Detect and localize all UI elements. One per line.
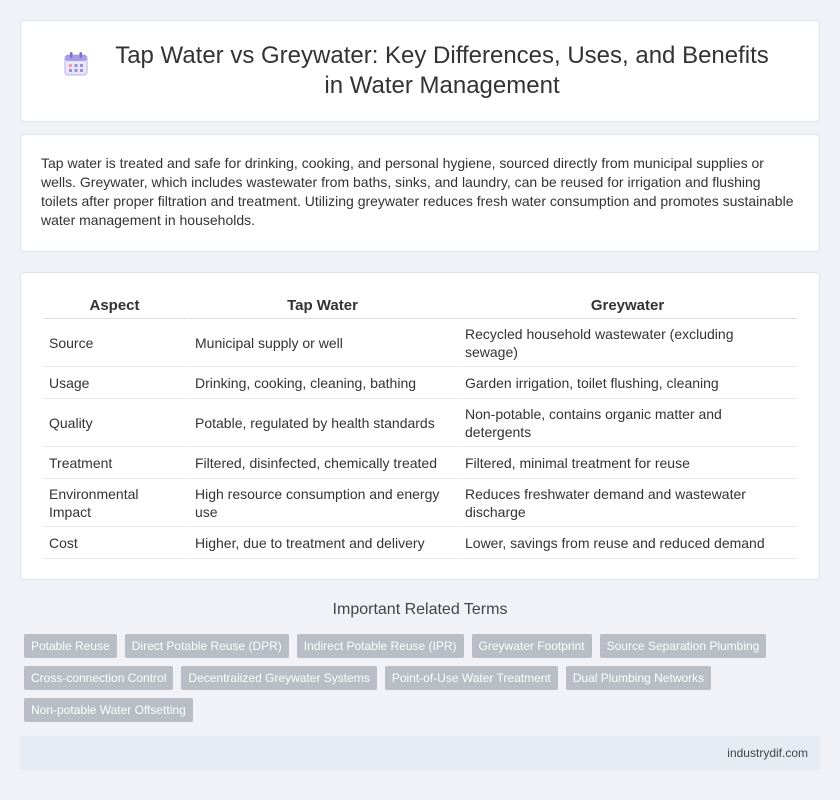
related-term-tag[interactable]: Indirect Potable Reuse (IPR): [297, 634, 464, 658]
intro-text: Tap water is treated and safe for drinking, cooking, and personal hygiene, sourced directly from municipal supplies or wells. Greywater, which includes wastewater from baths, sinks, and laundry, can be reused for irrigation and flushing toilets after proper filtration and treatment. Utilizing greywater reduces fresh water consumption and promotes sustainable water management in households.: [41, 155, 794, 228]
table-row: [43, 319, 799, 367]
row-aspect: Source: [43, 319, 189, 367]
row-greywater: Garden irrigation, toilet flushing, cleaning: [459, 367, 799, 399]
related-term-tag[interactable]: Potable Reuse: [24, 634, 117, 658]
row-tap-water: Drinking, cooking, cleaning, bathing: [189, 367, 459, 399]
related-term-tag[interactable]: Greywater Footprint: [472, 634, 592, 658]
table-header-row: [43, 293, 799, 319]
footer-site-link[interactable]: industrydif.com: [727, 746, 808, 760]
header-tap-water: Tap Water: [189, 293, 459, 319]
row-aspect: Cost: [43, 527, 189, 559]
row-tap-water: Potable, regulated by health standards: [189, 399, 459, 447]
related-term-tag[interactable]: Point-of-Use Water Treatment: [385, 666, 558, 690]
related-terms-list: [24, 634, 804, 722]
row-aspect: Treatment: [43, 447, 189, 479]
header-card: [20, 20, 820, 122]
row-aspect: Environmental Impact: [43, 479, 189, 527]
row-aspect: Usage: [43, 367, 189, 399]
related-term-tag[interactable]: Non-potable Water Offsetting: [24, 698, 193, 722]
related-term-tag[interactable]: Direct Potable Reuse (DPR): [125, 634, 289, 658]
related-term-tag[interactable]: Dual Plumbing Networks: [566, 666, 711, 690]
intro-card: [20, 134, 820, 252]
title-wrap: [21, 41, 819, 101]
related-term-tag[interactable]: Source Separation Plumbing: [600, 634, 767, 658]
related-terms-heading: Important Related Terms: [332, 601, 508, 618]
row-tap-water: Municipal supply or well: [189, 319, 459, 367]
header-greywater: Greywater: [459, 293, 799, 319]
table-row: [43, 447, 799, 479]
table-row: [43, 367, 799, 399]
row-tap-water: Filtered, disinfected, chemically treated: [189, 447, 459, 479]
row-greywater: Non-potable, contains organic matter and detergents: [459, 399, 799, 447]
table-row: [43, 527, 799, 559]
comparison-card: [20, 272, 820, 580]
row-greywater: Filtered, minimal treatment for reuse: [459, 447, 799, 479]
related-term-tag[interactable]: Decentralized Greywater Systems: [181, 666, 376, 690]
row-tap-water: High resource consumption and energy use: [189, 479, 459, 527]
footer: [20, 736, 820, 770]
header-aspect: Aspect: [43, 293, 189, 319]
page-title: Tap Water vs Greywater: Key Differences, Uses, and Benefits in Water Management: [115, 42, 769, 99]
related-term-tag[interactable]: Cross-connection Control: [24, 666, 173, 690]
row-tap-water: Higher, due to treatment and delivery: [189, 527, 459, 559]
row-greywater: Lower, savings from reuse and reduced demand: [459, 527, 799, 559]
row-greywater: Reduces freshwater demand and wastewater discharge: [459, 479, 799, 527]
table-row: [43, 399, 799, 447]
calendar-icon: [61, 49, 91, 79]
table-row: [43, 479, 799, 527]
row-aspect: Quality: [43, 399, 189, 447]
comparison-table: [43, 293, 799, 559]
row-greywater: Recycled household wastewater (excluding sewage): [459, 319, 799, 367]
